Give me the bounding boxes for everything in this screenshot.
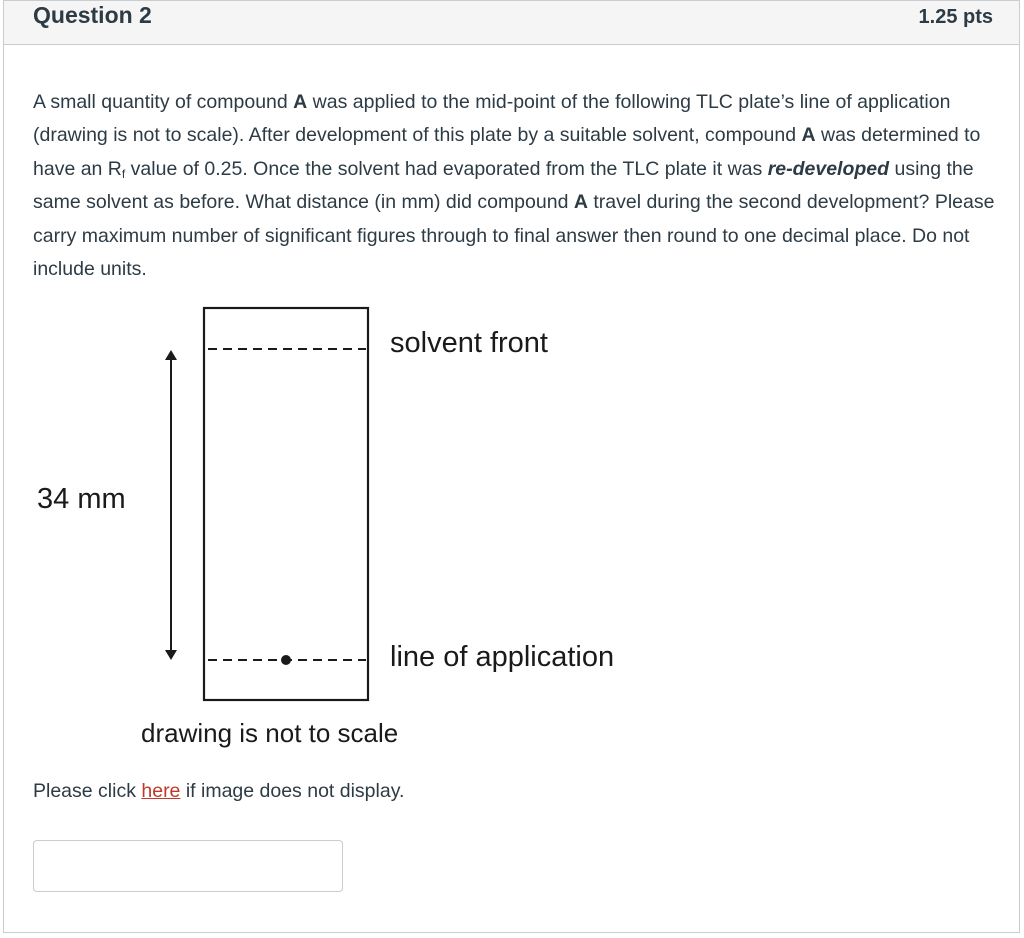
rf-subscript: f <box>121 166 126 181</box>
compound-name: A <box>801 124 816 147</box>
compound-name: A <box>573 191 588 214</box>
question-header <box>4 1 1019 45</box>
compound-spot <box>281 655 291 665</box>
tlc-plate <box>204 308 368 700</box>
question-points: 1.25 pts <box>918 6 993 28</box>
question-text: A small quantity of compound A was applied to the mid-point of the following TLC plate’s line of application (drawing is not to scale). After development of this plate by a suitable solvent, compound A was determined to have an $R_f$ value of 0.25. Once the solvent had evaporated from the TLC plate it was re-developed using the same solvent as before. What distance (in mm) did compound A travel during the second development? Please carry maximum number of significant figures through to final answer then round to one decimal place. Do not include units. <box>33 91 995 281</box>
question-title: Question 2 <box>33 2 152 28</box>
redeveloped-emphasis: re-developed <box>767 157 890 180</box>
image-fallback-link[interactable]: here <box>141 780 181 802</box>
answer-input[interactable] <box>33 840 343 892</box>
compound-name: A <box>293 91 308 113</box>
image-fallback-line: Please click here if image does not display. <box>33 780 405 802</box>
scale-note: drawing is not to scale <box>141 718 399 748</box>
distance-label: 34 mm <box>37 483 126 515</box>
application-label: line of application <box>390 641 615 673</box>
solvent-front-label: solvent front <box>390 327 548 359</box>
question-card <box>3 0 1020 933</box>
